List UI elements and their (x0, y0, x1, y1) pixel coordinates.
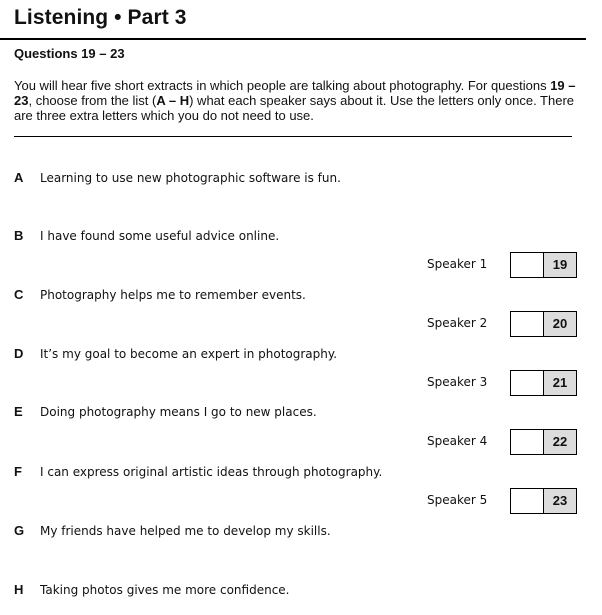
speaker-row-1 (0, 252, 602, 278)
option-f (14, 464, 382, 480)
option-h (14, 582, 290, 598)
page-title: Listening • Part 3 (14, 6, 187, 29)
answer-box-19[interactable] (510, 252, 544, 278)
instructions-text-3: ) what each speaker says about it. Use the letters only once. There are three extra letters which you do not need to use. (14, 93, 575, 123)
option-letter: A (14, 170, 24, 185)
section-divider (14, 136, 572, 137)
option-g (14, 523, 331, 539)
option-text: My friends have helped me to develop my skills. (40, 524, 331, 538)
instructions-letters: A – H (156, 93, 190, 108)
option-letter: G (14, 523, 25, 538)
option-d (14, 346, 337, 362)
answer-box-20[interactable] (510, 311, 544, 337)
speaker-label: Speaker 3 (427, 375, 488, 389)
option-text: Photography helps me to remember events. (40, 288, 306, 302)
speaker-label: Speaker 5 (427, 493, 488, 507)
question-number: 20 (543, 311, 577, 337)
speaker-label: Speaker 2 (427, 316, 488, 330)
speaker-label: Speaker 4 (427, 434, 488, 448)
speaker-row-3 (0, 370, 602, 396)
option-text: Learning to use new photographic software is fun. (40, 171, 341, 185)
header-divider (0, 38, 586, 40)
option-letter: E (14, 404, 23, 419)
instructions-range: 19 – 23 (14, 78, 576, 108)
option-b (14, 228, 279, 244)
questions-range: Questions 19 – 23 (14, 46, 125, 61)
option-letter: F (14, 464, 22, 479)
option-letter: C (14, 287, 24, 302)
speaker-row-2 (0, 311, 602, 337)
option-text: I have found some useful advice online. (40, 229, 280, 243)
option-text: Taking photos gives me more confidence. (40, 583, 290, 597)
option-letter: H (14, 582, 24, 597)
answer-box-22[interactable] (510, 429, 544, 455)
answer-box-23[interactable] (510, 488, 544, 514)
option-text: I can express original artistic ideas through photography. (40, 465, 383, 479)
question-number: 21 (543, 370, 577, 396)
speaker-row-4 (0, 429, 602, 455)
question-number: 23 (543, 488, 577, 514)
speaker-row-5 (0, 488, 602, 514)
option-text: It’s my goal to become an expert in photography. (40, 347, 338, 361)
answer-box-21[interactable] (510, 370, 544, 396)
instructions (14, 78, 584, 123)
option-a (14, 170, 341, 186)
instructions-text-2: , choose from the list ( (28, 93, 157, 108)
option-letter: B (14, 228, 24, 243)
option-text: Doing photography means I go to new places. (40, 405, 317, 419)
question-number: 19 (543, 252, 577, 278)
option-e (14, 404, 317, 420)
option-letter: D (14, 346, 24, 361)
option-c (14, 287, 306, 303)
question-number: 22 (543, 429, 577, 455)
instructions-text-1: You will hear five short extracts in which people are talking about photography. For questions (14, 78, 551, 93)
speaker-label: Speaker 1 (427, 257, 488, 271)
